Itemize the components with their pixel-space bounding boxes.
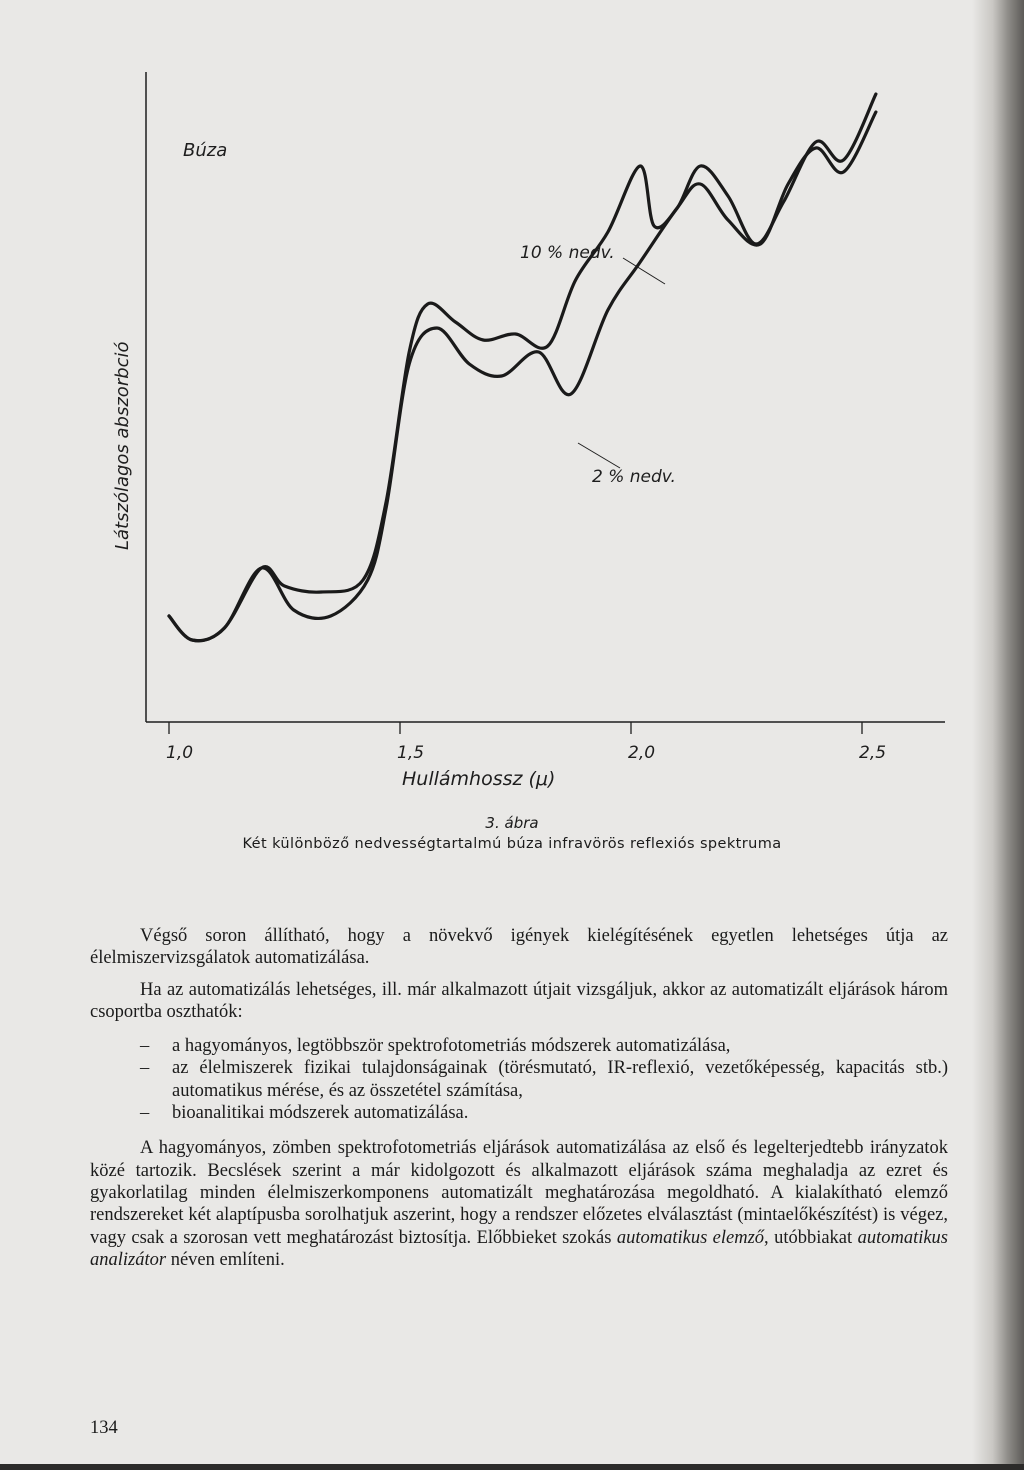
list-item <box>90 1102 948 1124</box>
page-number: 134 <box>90 1418 118 1438</box>
list-item <box>90 1035 948 1057</box>
figure-caption: Két különböző nedvességtartalmú búza infravörös reflexiós spektruma <box>242 836 782 852</box>
annotation-10-percent: 10 % nedv. <box>520 243 615 263</box>
x-tick-label: 1,5 <box>397 743 425 763</box>
list-item-text: bioanalitikai módszerek automatizálása. <box>172 1103 469 1124</box>
paragraph-1: Végső soron állítható, hogy a növekvő igények kielégítésének egyetlen lehetséges útja az élelmiszervizsgálatok automatizálása. <box>90 926 948 969</box>
x-axis-label: Hullámhossz (μ) <box>402 768 556 790</box>
list-item <box>90 1057 948 1102</box>
paragraph-3-text-mid: , utóbbiakat <box>764 1227 858 1248</box>
x-tick-label: 2,0 <box>628 743 656 763</box>
annotation-leader-10 <box>623 258 665 284</box>
x-axis-ticks <box>166 722 886 763</box>
paragraph-2: Ha az automatizálás lehetséges, ill. már alkalmazott útjait vizsgáljuk, akkor az automatizált eljárások három csoportba oszthatók: <box>90 979 948 1022</box>
paragraph-3 <box>90 1137 948 1271</box>
figure-number: 3. ábra <box>485 814 539 832</box>
x-tick-label: 1,0 <box>166 743 194 763</box>
term-automatikus-analizator: automatikus analizátor <box>90 1227 949 1270</box>
series-line-10-percent <box>169 94 876 641</box>
term-automatikus-elemzo: automatikus elemző <box>616 1227 765 1248</box>
annotation-2-percent: 2 % nedv. <box>592 467 676 487</box>
list-dash: – <box>140 1036 150 1057</box>
paragraph-3-text-end: néven említeni. <box>166 1249 285 1270</box>
annotation-leader-2 <box>578 443 620 468</box>
list-item-text: az élelmiszerek fizikai tulajdonságainak (törésmutató, IR-reflexió, vezetőképesség, kapacitás stb.) automatikus mérése, és az összetétel számítása, <box>172 1058 948 1101</box>
paragraph-3-text: A hagyományos, zömben spektrofotometriás eljárások automatizálása az első és legelterjedtebb irányzatok közé tartozik. Becslések szerint a már kidolgozott és alkalmazott eljárások száma meghaladja az ezret és gyakorlatilag minden élelmiszerkomponens automatizált meghatározása megoldható. A kialakítható elemző rendszereket két alaptípusba sorolhatjuk aszerint, hogy a rendszer előzetes elválasztást (mintaelőkészítést) is végez, vagy csak a szorosan vett meghatározást biztosítja. Előbbieket szokás <box>90 1138 948 1248</box>
list-item-text: a hagyományos, legtöbbször spektrofotometriás módszerek automatizálása, <box>172 1036 731 1057</box>
list-dash: – <box>140 1058 150 1079</box>
method-list <box>90 1035 948 1124</box>
y-axis-label: Látszólagos abszorbció <box>112 341 133 550</box>
page-bottom-edge <box>0 1464 1024 1470</box>
list-dash: – <box>140 1103 150 1124</box>
body-text <box>90 925 948 1271</box>
series-line-2-percent <box>169 112 876 641</box>
x-tick-label: 2,5 <box>859 743 887 763</box>
chart-title: Búza <box>183 140 228 161</box>
series-group <box>169 94 876 641</box>
